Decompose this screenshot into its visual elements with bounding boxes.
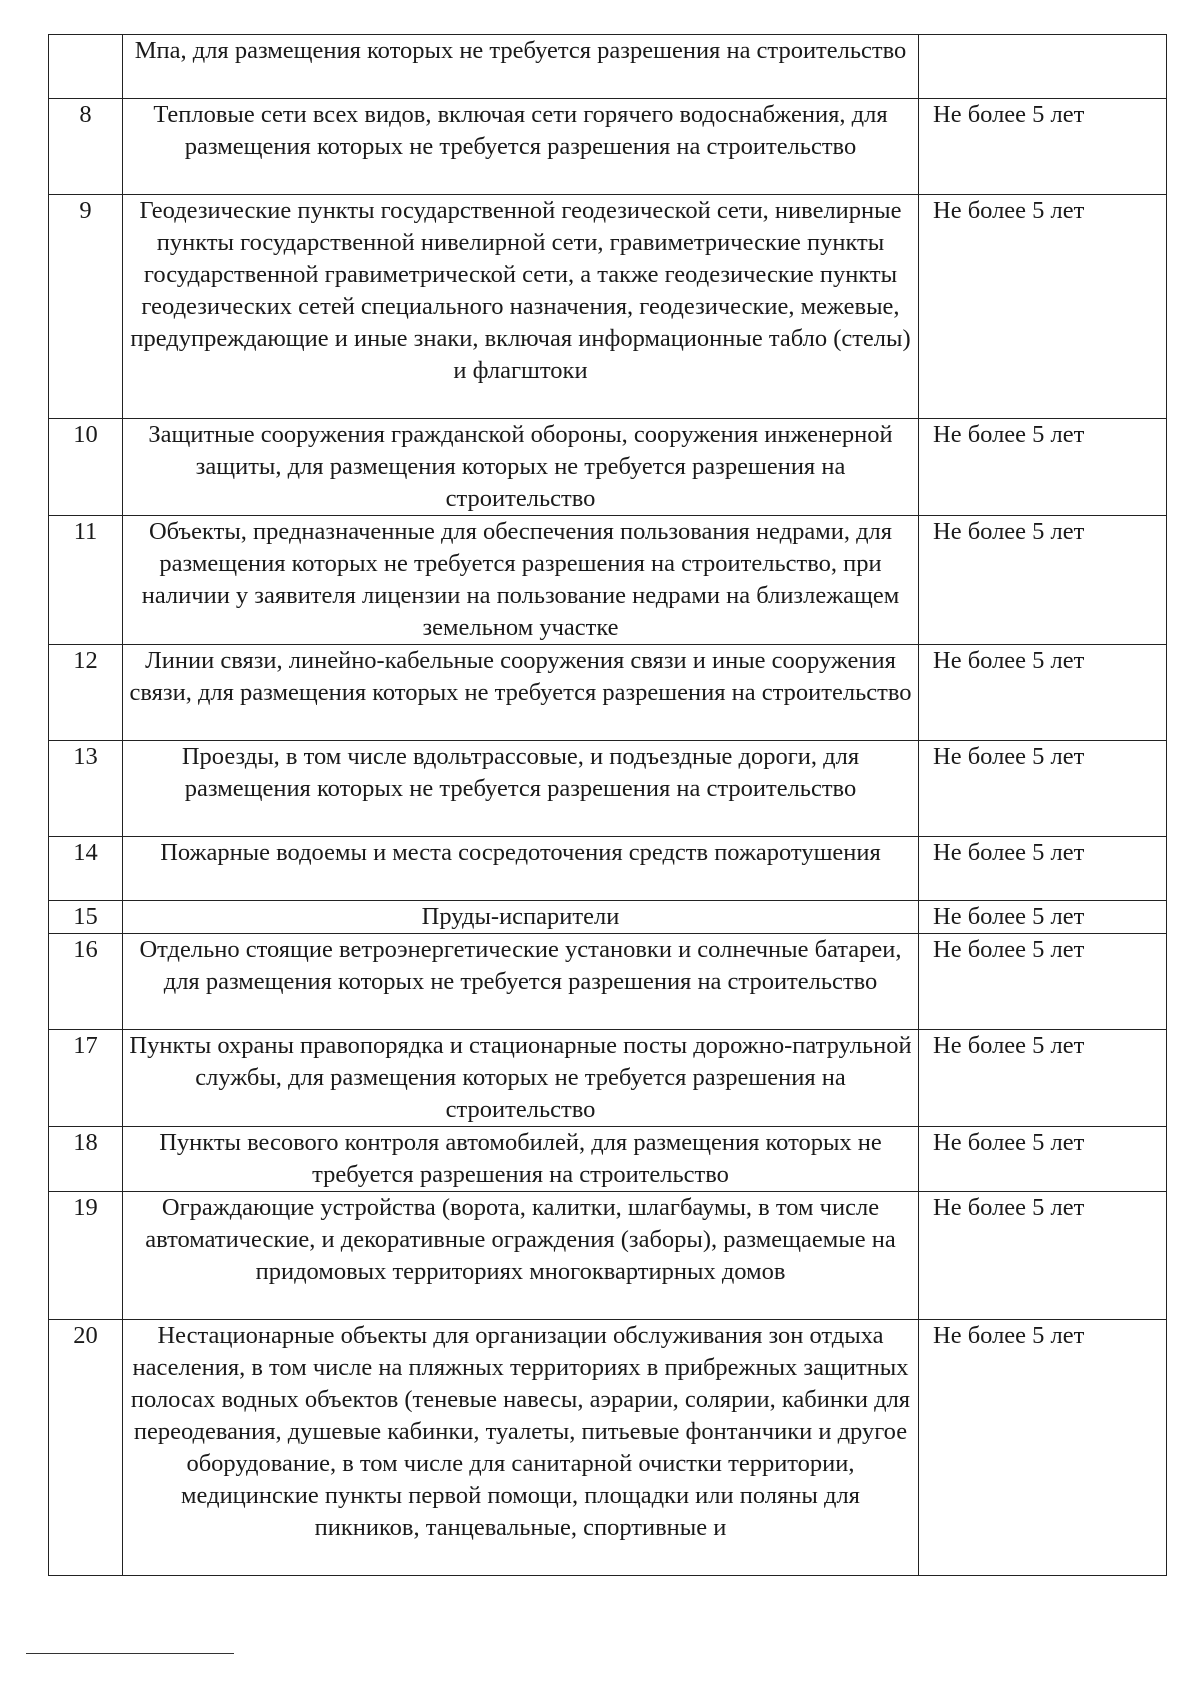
row-number bbox=[49, 35, 123, 99]
table-row bbox=[49, 1030, 1167, 1127]
placement-term bbox=[919, 35, 1167, 99]
object-description: Проезды, в том числе вдольтрассовые, и подъездные дороги, для размещения которых не требуется разрешения на строительство bbox=[123, 741, 919, 837]
footnote-separator bbox=[26, 1653, 234, 1654]
placement-term: Не более 5 лет bbox=[919, 934, 1167, 1030]
row-number: 20 bbox=[49, 1320, 123, 1576]
placement-term: Не более 5 лет bbox=[919, 419, 1167, 516]
object-description: Отдельно стоящие ветроэнергетические установки и солнечные батареи, для размещения которых не требуется разрешения на строительство bbox=[123, 934, 919, 1030]
object-description: Мпа, для размещения которых не требуется разрешения на строительство bbox=[123, 35, 919, 99]
table-row bbox=[49, 741, 1167, 837]
row-number: 9 bbox=[49, 195, 123, 419]
table-row bbox=[49, 1192, 1167, 1320]
object-description: Объекты, предназначенные для обеспечения пользования недрами, для размещения которых не требуется разрешения на строительство, при наличии у заявителя лицензии на пользование недрами на близлежащем земельном участке bbox=[123, 516, 919, 645]
table-row bbox=[49, 99, 1167, 195]
table-row bbox=[49, 1127, 1167, 1192]
placement-term: Не более 5 лет bbox=[919, 1030, 1167, 1127]
object-description: Пункты весового контроля автомобилей, для размещения которых не требуется разрешения на строительство bbox=[123, 1127, 919, 1192]
placement-term: Не более 5 лет bbox=[919, 1127, 1167, 1192]
object-description: Нестационарные объекты для организации обслуживания зон отдыха населения, в том числе на пляжных территориях в прибрежных защитных полосах водных объектов (теневые навесы, аэрарии, солярии, кабинки для переодевания, душевые кабинки, туалеты, питьевые фонтанчики и другое оборудование, в том числе для санитарной очистки территории, медицинские пункты первой помощи, площадки или поляны для пикников, танцевальные, спортивные и bbox=[123, 1320, 919, 1576]
row-number: 11 bbox=[49, 516, 123, 645]
placement-term: Не более 5 лет bbox=[919, 195, 1167, 419]
table-row bbox=[49, 1320, 1167, 1576]
row-number: 12 bbox=[49, 645, 123, 741]
placement-term: Не более 5 лет bbox=[919, 1320, 1167, 1576]
placement-term: Не более 5 лет bbox=[919, 645, 1167, 741]
permits-table bbox=[48, 34, 1167, 1576]
row-number: 13 bbox=[49, 741, 123, 837]
table-row bbox=[49, 35, 1167, 99]
placement-term: Не более 5 лет bbox=[919, 901, 1167, 934]
row-number: 14 bbox=[49, 837, 123, 901]
placement-term: Не более 5 лет bbox=[919, 741, 1167, 837]
table-row bbox=[49, 837, 1167, 901]
object-description: Тепловые сети всех видов, включая сети горячего водоснабжения, для размещения которых не требуется разрешения на строительство bbox=[123, 99, 919, 195]
table-row bbox=[49, 934, 1167, 1030]
placement-term: Не более 5 лет bbox=[919, 99, 1167, 195]
object-description: Ограждающие устройства (ворота, калитки, шлагбаумы, в том числе автоматические, и декоративные ограждения (заборы), размещаемые на придомовых территориях многоквартирных домов bbox=[123, 1192, 919, 1320]
row-number: 17 bbox=[49, 1030, 123, 1127]
placement-term: Не более 5 лет bbox=[919, 1192, 1167, 1320]
object-description: Пруды-испарители bbox=[123, 901, 919, 934]
row-number: 18 bbox=[49, 1127, 123, 1192]
object-description: Пункты охраны правопорядка и стационарные посты дорожно-патрульной службы, для размещения которых не требуется разрешения на строительство bbox=[123, 1030, 919, 1127]
table-row bbox=[49, 195, 1167, 419]
table-row bbox=[49, 516, 1167, 645]
placement-term: Не более 5 лет bbox=[919, 837, 1167, 901]
object-description: Защитные сооружения гражданской обороны, сооружения инженерной защиты, для размещения которых не требуется разрешения на строительство bbox=[123, 419, 919, 516]
placement-term: Не более 5 лет bbox=[919, 516, 1167, 645]
row-number: 15 bbox=[49, 901, 123, 934]
object-description: Линии связи, линейно-кабельные сооружения связи и иные сооружения связи, для размещения которых не требуется разрешения на строительство bbox=[123, 645, 919, 741]
row-number: 19 bbox=[49, 1192, 123, 1320]
table-row bbox=[49, 901, 1167, 934]
object-description: Пожарные водоемы и места сосредоточения средств пожаротушения bbox=[123, 837, 919, 901]
object-description: Геодезические пункты государственной геодезической сети, нивелирные пункты государственной нивелирной сети, гравиметрические пункты государственной гравиметрической сети, а также геодезические пункты геодезических сетей специального назначения, геодезические, межевые, предупреждающие и иные знаки, включая информационные табло (стелы) и флагштоки bbox=[123, 195, 919, 419]
table-row bbox=[49, 419, 1167, 516]
row-number: 16 bbox=[49, 934, 123, 1030]
table-row bbox=[49, 645, 1167, 741]
row-number: 10 bbox=[49, 419, 123, 516]
row-number: 8 bbox=[49, 99, 123, 195]
